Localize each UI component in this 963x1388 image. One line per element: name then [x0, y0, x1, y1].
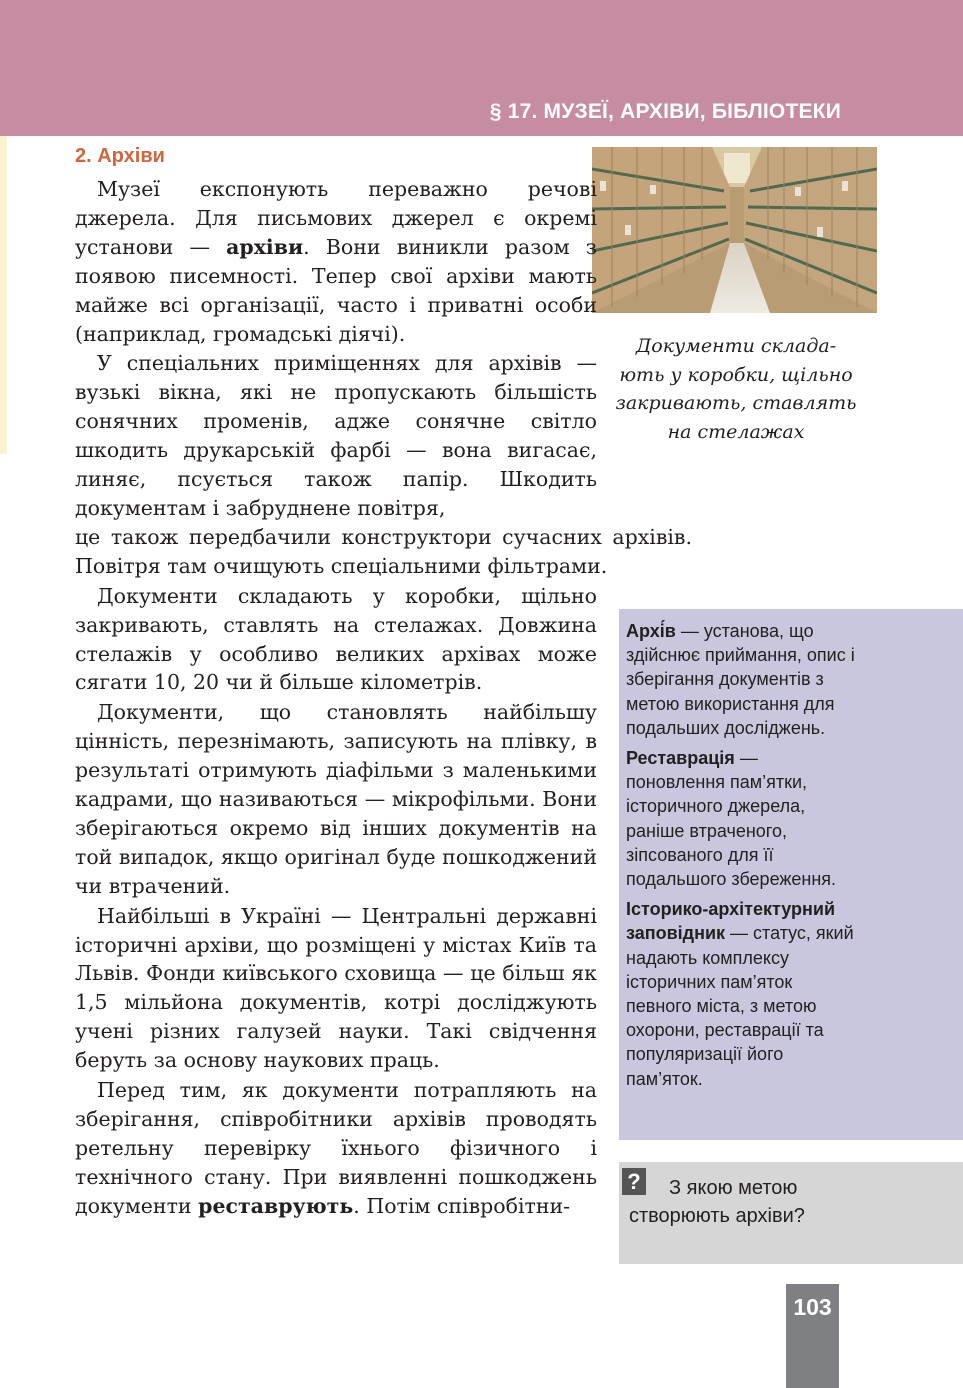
- glossary-definition: — поновлення пам’ятки, історичного джерела, раніше втраченого, зіпсованого для її подальшого збереження.: [626, 748, 837, 890]
- glossary-content: [626, 619, 858, 1097]
- glossary-box: [619, 609, 963, 1140]
- section-title: § 17. МУЗЕЇ, АРХІВИ, БІБЛІОТЕКИ: [489, 100, 841, 123]
- paragraph-text: Перед тим, як документи потрапляють на зберігання, співробітники архівів проводять ретельну перевірку їхнього фізичного і технічного стану. При виявленні пошкоджень документи: [75, 1078, 597, 1218]
- page-number-tab: [786, 1284, 839, 1388]
- subsection-heading: 2. Архіви: [75, 145, 165, 167]
- glossary-term: Історико-архітектурний заповідник: [626, 899, 836, 944]
- paragraph-text: це також передбачили конструктори сучасних архівів. Повітря там очищують спеціальними фільтрами.: [75, 524, 692, 578]
- paragraph-text: У спеціальних приміщеннях для архівів — вузькі вікна, які не пропускають більшість сонячних променів, адже сонячне світло шкодить друкарській фарбі — вона вигасає, линяє, псується також папір. Шкодить документам і забруднене повітря,: [75, 351, 597, 520]
- caption-line: ють у коробки, щільно: [619, 363, 853, 386]
- paragraph: [75, 349, 597, 522]
- archive-shelves-illustration: [592, 147, 877, 313]
- paragraph-text: Документи складають у коробки, щільно закривають, ставлять на стелажах. Довжина стелажів у особливо великих архівах може сягати 10, 20 чи й більше кілометрів.: [75, 583, 597, 695]
- glossary-entry: [626, 897, 858, 1091]
- paragraph-text: Найбільші в Україні — Центральні державні історичні архіви, що розміщені у містах Київ та Львів. Фонди київського сховища — це більш як 1,5 мільйона документів, котрі досліджують учені різних галузей науки. Такі свідчення беруть за основу наукових праць.: [75, 903, 597, 1073]
- glossary-entry: [626, 746, 858, 891]
- caption-line: на стелажах: [667, 420, 805, 443]
- photo-caption: [586, 332, 886, 446]
- paragraph: [75, 175, 597, 348]
- paragraph-text: Музеї експонують переважно речові джерела. Для письмових джерел є окремі установи —: [75, 177, 597, 259]
- question-mark-icon: ?: [622, 1168, 646, 1195]
- question-text: З якою метою створюють архіви?: [629, 1177, 805, 1227]
- header-band: [0, 0, 963, 136]
- margin-accent-strip: [0, 136, 7, 454]
- paragraph: [75, 582, 597, 698]
- paragraph-text: . Потім співробітни-: [353, 1193, 571, 1218]
- bold-term: архіви: [226, 234, 304, 259]
- glossary-term: Архі́в: [626, 621, 676, 641]
- paragraph: [75, 902, 597, 1075]
- paragraph-continuation: [75, 523, 692, 581]
- glossary-definition: — статус, який надають комплексу історичних пам’яток певного міста, з метою охорони, реставрації та популяризації його пам’яток.: [626, 923, 854, 1089]
- page-number: 103: [793, 1294, 832, 1320]
- bold-term: реставрують: [198, 1193, 354, 1218]
- glossary-definition: — установа, що здійснює приймання, опис і зберігання документів з метою використання для подальших досліджень.: [626, 621, 855, 738]
- paragraph-text: Документи, що становлять найбільшу цінність, перезнімають, записують на плівку, в результаті отримують діафільми з маленькими кадрами, що називаються — мікрофільми. Вони зберігаються окремо від інших документів на той випадок, якщо оригінал буде пошкоджений чи втрачений.: [75, 700, 597, 898]
- caption-line: закривають, ставлять: [615, 392, 857, 414]
- question-box: [619, 1162, 963, 1264]
- caption-line: Документи склада-: [635, 335, 837, 357]
- glossary-entry: [626, 619, 858, 740]
- paragraph-text: . Вони виникли разом з появою писемності. Тепер свої архіви мають майже всі організації, часто і приватні особи (наприклад, громадські діячі).: [75, 234, 597, 346]
- archive-shelves-photo: [592, 147, 877, 313]
- paragraph: [75, 1076, 597, 1221]
- glossary-term: Реставрація: [626, 748, 735, 769]
- paragraph: [75, 698, 597, 900]
